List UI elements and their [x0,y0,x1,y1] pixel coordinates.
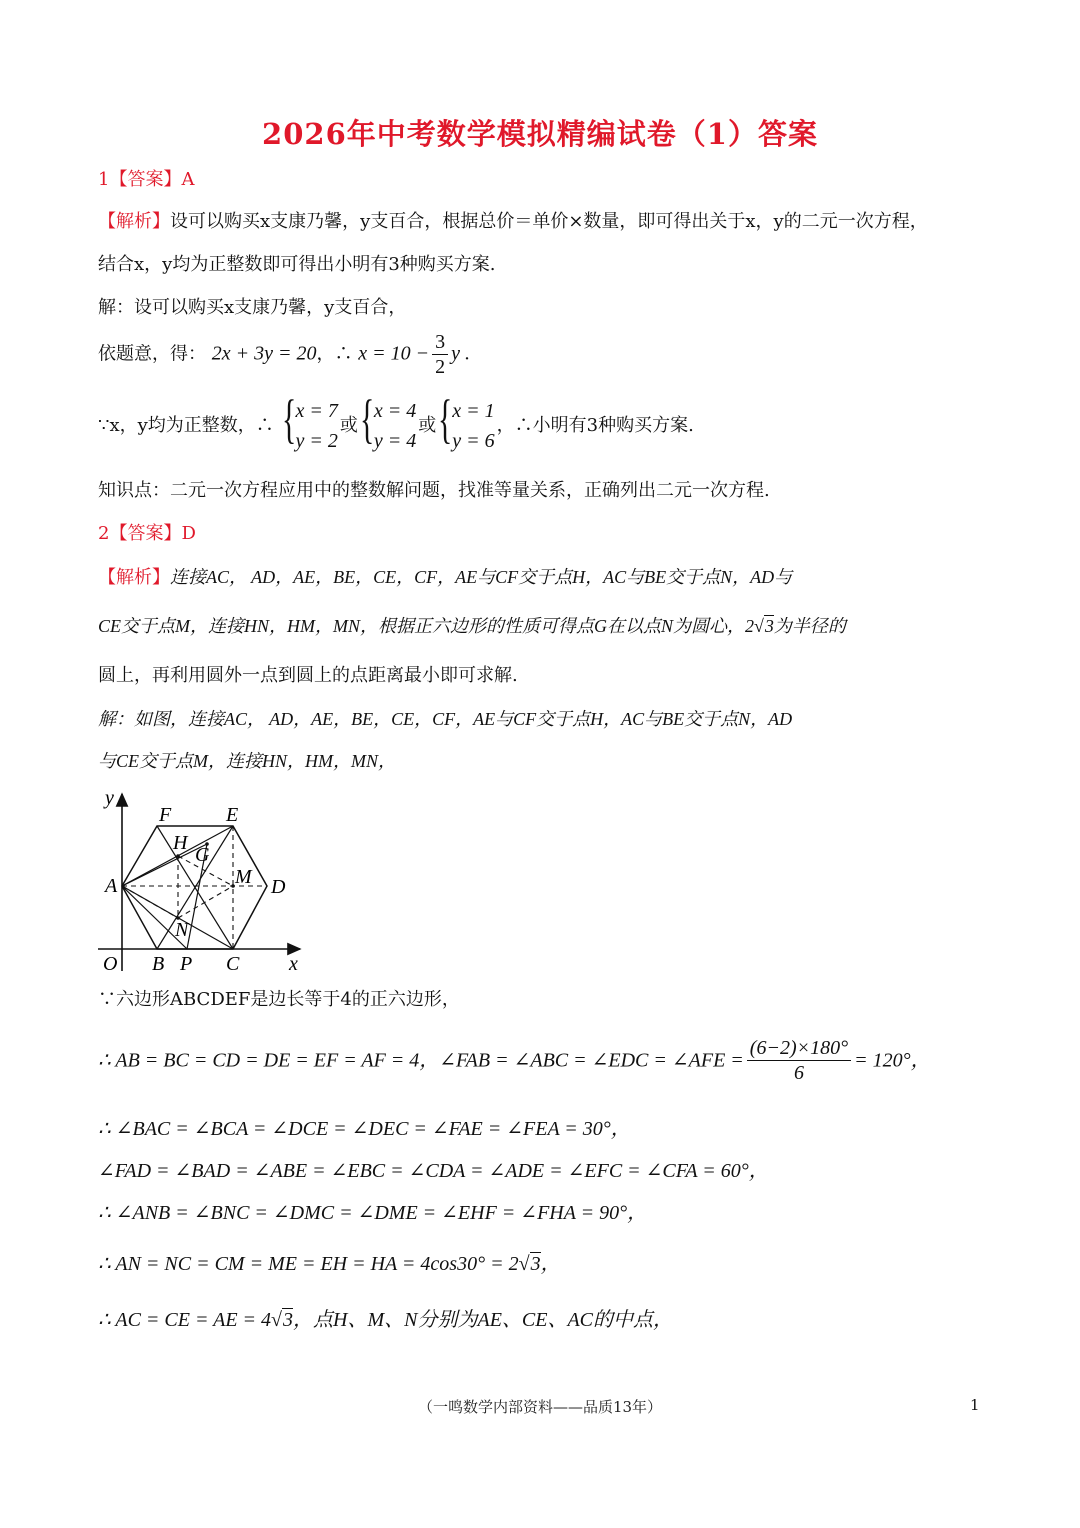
q1-analysis-line-2: 结合x，y均为正整数即可得出小明有3种购买方案. [98,254,496,275]
brace-icon: { [281,389,296,449]
q1-solution-line-2 [98,330,988,379]
q1-sys2-row2: y = 4 [373,430,417,452]
q1-answer-heading [98,166,988,194]
q2-analysis-radicand: 3 [764,616,774,636]
label-f: F [159,804,172,826]
q1-equation-tail: y . [451,342,470,365]
q2-equation-line-3: ∠FAD = ∠BAD = ∠ABE = ∠EBC = ∠CDA = ∠ADE = ∠EFC = ∠CFA = 60°， [98,1160,769,1182]
page-number: 1 [970,1396,980,1414]
q2-solution-line-2: 与CE交于点M，连接HN，HM，MN， [98,751,396,771]
point-h [176,854,180,858]
label-g: G [195,844,210,866]
hexagon-figure [95,786,310,976]
sqrt-icon: √3 [271,1309,294,1331]
q1-system-1 [281,389,338,456]
q1-equation: 2x + 3y = 20 [211,342,317,365]
q2-analysis-line-1 [98,563,988,592]
q1-solution-line-3 [98,389,988,460]
q2-eq1-b: = 120°， [854,1049,931,1072]
q1-sys1-row2: y = 2 [295,430,338,452]
q1-sys1-row1: x = 7 [295,400,338,422]
q2-equation-line-6 [98,1306,988,1334]
q1-fraction-den: 2 [435,356,446,378]
q1-sys2-row1: x = 4 [373,400,417,422]
label-o: O [103,953,118,975]
q1-sol3-tail: ，∴小明有3种购买方案. [496,415,694,436]
label-n: N [175,919,189,941]
q2-eq5-a: ∴ AN = NC = CM = ME = EH = HA = 4cos30° = 2 [98,1253,519,1275]
q2-eq5-b: ， [540,1253,561,1275]
q2-answer-value: D [181,523,196,544]
q1-analysis-line-1 [98,208,988,236]
page-title: 2026年中考数学模拟精编试卷（1）答案 [262,117,818,151]
label-x: x [289,953,298,975]
label-p: P [180,953,193,975]
q1-sol2-prefix: 依题意，得： [98,343,206,365]
q2-eq6-radicand: 3 [283,1309,294,1331]
q2-eq1-num: (6−2)×180° [747,1036,851,1061]
q2-number: 2 [98,523,110,544]
q1-number: 1 [98,169,110,190]
label-e: E [226,804,239,826]
q1-or-1: 或 [339,415,358,436]
q2-equation-line-4: ∴ ∠ANB = ∠BNC = ∠DMC = ∠DME = ∠EHF = ∠FHA = 90°， [98,1202,648,1224]
brace-icon: { [438,389,453,449]
q2-eq6-a: ∴ AC = CE = AE = 4 [98,1309,272,1331]
q2-analysis-text-1: 连接AC， AD，AE，BE，CE，CF，AE与CF交于点H，AC与BE交于点N，AD与 [170,567,793,587]
q2-equation-line-5 [98,1250,988,1278]
q1-sol3-prefix: ∵x，y均为正整数，∴ [98,415,274,436]
label-d: D [271,876,286,898]
q1-analysis-text-1: 设可以购买x支康乃馨，y支百合，根据总价＝单价×数量，即可得出关于x，y的二元一次方程， [170,211,928,232]
label-c: C [226,953,240,975]
q2-analysis-2b: 为半径的 [773,616,846,636]
q1-sys3-row1: x = 1 [452,400,495,422]
sqrt-icon: √3 [518,1253,541,1275]
q1-sol2-mid: ，∴ [316,343,353,365]
q1-answer-label: 【答案】 [109,169,182,190]
q2-equation-line-1 [98,1036,988,1098]
label-y: y [105,787,114,809]
q1-answer-value: A [181,169,195,190]
q2-eq6-b: ，点H、M、N分别为AE、CE、AC的中点， [293,1309,674,1331]
q1-system-2 [359,389,417,456]
q2-answer-label: 【答案】 [109,523,182,544]
label-h: H [173,832,188,854]
q2-analysis-line-3: 圆上，再利用圆外一点到圆上的点距离最小即可求解. [98,665,518,686]
q1-system-3 [438,389,495,456]
brace-icon: { [359,389,375,449]
q2-analysis-line-2 [98,612,988,640]
q1-fraction-num: 3 [432,330,448,355]
q2-analysis-2a: CE交于点M，连接HN，HM，MN，根据正六边形的性质可得点G在以点N为圆心，2 [98,616,754,636]
q2-eq1-fraction [747,1036,851,1085]
page-footer: （一鸣数学内部资料——品质13年） [417,1398,663,1416]
label-m: M [235,866,252,888]
hexagon-diagram [95,786,310,976]
q1-equation-2: x = 10 − [358,342,430,365]
q2-eq1-a: ∴ AB = BC = CD = DE = EF = AF = 4，∠FAB = ∠ABC = ∠EDC = ∠AFE = [98,1049,744,1072]
q1-knowledge: 知识点：二元一次方程应用中的整数解问题，找准等量关系，正确列出二元一次方程. [98,480,770,501]
label-a: A [105,875,118,897]
q2-eq5-radicand: 3 [530,1253,541,1275]
q1-or-2: 或 [418,415,437,436]
sqrt-icon: √3 [754,616,774,636]
label-b: B [152,953,165,975]
q2-hexagon-statement: ∵六边形ABCDEF是边长等于4的正六边形， [98,989,460,1010]
q1-solution-line-1: 解：设可以购买x支康乃馨，y支百合， [98,297,407,318]
q2-answer-heading [98,520,988,548]
q2-eq1-den: 6 [793,1062,804,1084]
q1-fraction [432,330,448,379]
q2-equation-line-2: ∴ ∠BAC = ∠BCA = ∠DCE = ∠DEC = ∠FAE = ∠FEA = 30°， [98,1118,631,1140]
q1-sys3-row2: y = 6 [452,430,495,452]
q2-solution-line-1: 解：如图，连接AC， AD，AE，BE，CE，CF，AE与CF交于点H，AC与BE交于点N，AD [98,709,793,729]
q1-analysis-label: 【解析】 [98,211,170,232]
q2-analysis-label: 【解析】 [98,567,170,588]
